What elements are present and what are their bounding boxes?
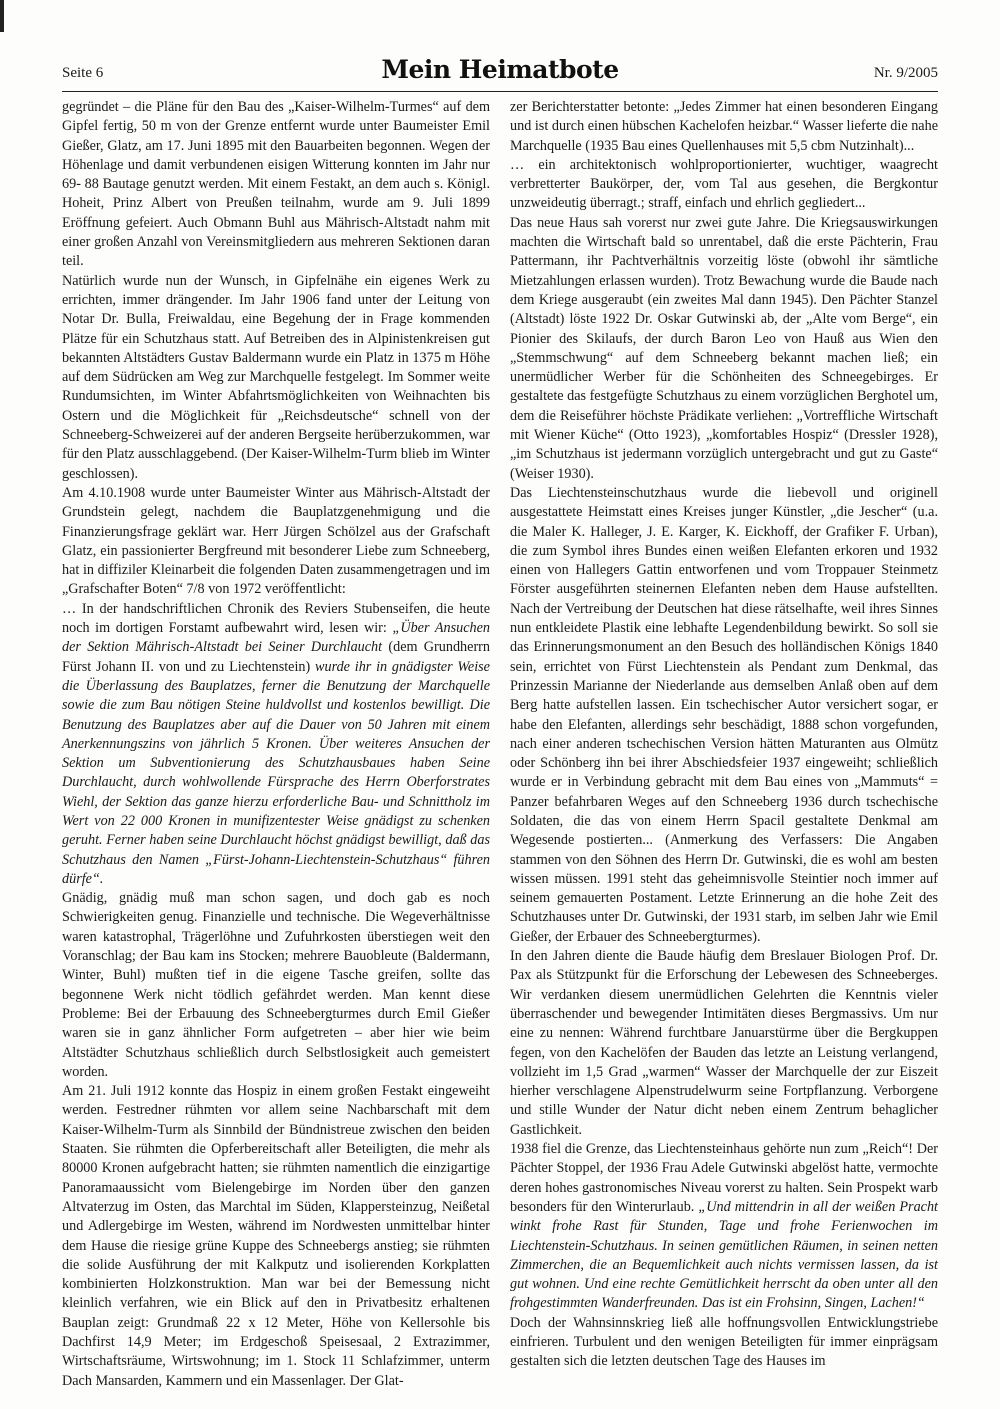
- italic-quote: „Über Ansuchen der Sektion Mährisch-Altstadt bei Seiner Durchlaucht: [62, 620, 491, 656]
- paragraph: Das Liechtensteinschutzhaus wurde die liebevoll und originell ausgestattete Heimstatt eines Kreises junger Künstler, „die Jescher“ (u.a. die Maler K. Halleger, J. E. Karger, K. Eickhoff, der Grafiker F. Urban), die zum Symbol ihres Bundes einen weißen Elefanten erkoren und 1932 einen von Hallegers Gattin entworfenen und vom Troppauer Steinmetz Förster ausgeführten steinernen Elefanten neben dem Hause aufstellten. Nach der Vertreibung der Deutschen hat diese rätselhafte, weil ihres Sinnes nun entkleidete Plastik eine lebhafte Legendenbildung bewirkt. So soll sie das Erinnerungsmonument an den Besuch des holländischen Königs 1840 sein, errichtet von Fürst Liechtenstein als Pendant zum Denkmal, das Prinzessin Marianne der Niederlande aus demselben Anlaß oben auf dem Berg hatte aufstellen lassen. Ein tschechischer Autor versichert sogar, er habe den Elefanten, allerdings sehr beschädigt, 1888 schon vorgefunden, nach einer anderen tschechischen Version hätten Maturanten aus Olmütz oder Schönberg ihn bei ihrer Abschiedsfeier 1937 eingeweiht; schließlich wurde er in Verbindung gebracht mit dem Bau eines von „Mammuts“ = Panzer befahrbaren Weges auf den Schneeberg 1936 durch tschechische Soldaten, die das von einem Herrn Spacil gestaltete Denkmal am Wegesende postierten... (Anmerkung des Verfassers: Die Angaben stammen von den Söhnen des Herrn Dr. Gutwinski, die es wohl am besten wissen müssen. 1991 steht das geheimnisvolle Steintier noch immer auf seinem gemauerten Postament. Letzte Erinnerung an die hohe Zeit des Schutzhauses unter Dr. Gutwinski, der 1931 starb, im selben Jahr wie Emil Gießer, der Erbauer des Schneebergturmes).: [510, 484, 938, 945]
- article-body: [62, 98, 938, 1389]
- paragraph: Das neue Haus sah vorerst nur zwei gute Jahre. Die Kriegsauswirkungen machten die Wirtschaft bald so unrentabel, daß die erste Pächterin, Frau Pattermann, ihr Pachtverhältnis vorzeitig löste (obwohl ihr sämtliche Mietzahlungen erlassen wurden). Trotz Bewachung wurde die Baude nach dem Kriege ausgeraubt (ein zweites Mal dann 1945). Den Pächter Stanzel (Altstadt) löste 1922 Dr. Oskar Gutwinski ab, der „Alte vom Berge“, ein Pionier des Skilaufs, der durch Baron Leo von Hauß aus Wien den „Stemmschwung“ auf dem Schneeberg bekannt machen ließ; ein unermüdlicher Werber für die Schönheiten des Schneegebirges. Er gestaltete das festgefügte Schutzhaus zu einem vorzüglichen Berghotel um, dem die Reiseführer höchste Prädikate verliehen: „Vortreffliche Wirtschaft mit Wiener Küche“ (Otto 1923), „komfortables Hospiz“ (Dressler 1928), „im Schutzhaus ist jedermann vorzüglich untergebracht und gut zu Gaste“ (Weiser 1930).: [510, 214, 938, 482]
- text-run: (dem Grundherrn Fürst Johann II. von und zu Liechtenstein): [62, 639, 490, 675]
- page-number: Seite 6: [62, 65, 104, 81]
- paragraph: Gnädig, gnädig muß man schon sagen, und doch gab es noch Schwierigkeiten genug. Finanzielle und technische. Die Wegeverhältnisse waren katastrophal, Trägerlöhne und Zufuhrkosten überstiegen weit den Voranschlag; der Bau kam ins Stocken; mehrere Bauobleute (Baldermann, Winter, Buhl) mußten tief in die eigene Tasche greifen, sollte das begonnene Werk nicht tödlich gefährdet werden. Man kennt diese Probleme: Bei der Erbauung des Schneebergturmes durch Emil Gießer waren sie in ganz ähnlicher Form aufgetreten – aber hier wie beim Altstädter Schutzhaus schließlich durch Selbstlosigkeit auch gemeistert worden.: [62, 890, 490, 1080]
- issue-number: Nr. 9/2005: [873, 65, 938, 81]
- text-run: … In der handschriftlichen Chronik des Reviers Stubenseifen, die heute noch im dortigen Forstamt aufbewahrt wird, lesen wir:: [62, 600, 490, 637]
- paragraph: zer Berichterstatter betonte: „Jedes Zimmer hat einen besonderen Eingang und ist durch einen hübschen Kachelofen heizbar.“ Wasser lieferte die nahe Marchquelle (1935 Bau eines Quellenhauses mit 5,5 cbm Nutzinhalt)...: [510, 99, 938, 154]
- paragraph: … ein architektonisch wohlproportionierter, wuchtiger, waagrecht verbretterter Baukörper, der, vom Tal aus gesehen, die Bergkontur unzweideutig überragt.; straff, einfach und ehrlich gegliedert...: [510, 156, 938, 212]
- header-rule: [62, 91, 938, 92]
- italic-quote: wurde ihr in gnädigster Weise die Überlassung des Bauplatzes, ferner die Benutzung der Marchquelle sowie die zum Bau nötigen Steine huldvollst und kostenlos bewilligt. Die Benutzung des Bauplatzes aber auf die Dauer von 50 Jahren mit einem Anerkennungszins von jährlich 5 Kronen. Über weiteres Ansuchen der Sektion um Subventionierung des Schutzhausbaues haben Seine Durchlaucht, durch wohlwollende Fürsprache des Herrn Oberforstrates Wiehl, der Sektion das ganze hierzu erforderliche Bau- und Schnittholz im Wert von 22 000 Kronen in munifizentester Weise gnädigst zu schenken geruht. Ferner haben seine Durchlaucht höchst gnädigst bewilligt, daß das Schutzhaus den Namen „Fürst-Johann-Liechtenstein-Schutzhaus“ führen dürfe“.: [62, 658, 490, 887]
- paragraph: Doch der Wahnsinnskrieg ließ alle hoffnungsvollen Entwicklungstriebe einfrieren. Turbulent und den wenigen Beteiligten für immer einprägsam gestalten sich die letzten deutschen Tage des Hauses im: [510, 1314, 938, 1370]
- paragraph: Am 4.10.1908 wurde unter Baumeister Winter aus Mährisch-Altstadt der Grundstein gelegt, nachdem die Bauplatzgenehmigung und die Finanzierungsfrage geklärt war. Herr Jürgen Schölzel aus der Grafschaft Glatz, ein passionierter Bergfreund mit besonderer Liebe zum Schneeberg, hat in diffiziler Kleinarbeit die folgenden Daten zusammengetragen und im „Grafschafter Boten“ 7/8 von 1972 veröffentlicht:: [62, 484, 490, 598]
- text-run: 1938 fiel die Grenze, das Liechtensteinhaus gehörte nun zum „Reich“! Der Pächter Stoppel, der 1936 Frau Adele Gutwinski abgelöst hatte, vermochte deren hohes gastronomisches Niveau vorerst zu halten. Sein Prospekt warb besonders für den Winterurlaub.: [510, 1141, 938, 1215]
- page-edge-mark: [0, 0, 4, 32]
- paragraph: Am 21. Juli 1912 konnte das Hospiz in einem großen Festakt eingeweiht werden. Festredner rühmten vor allem seine Nachbarschaft mit dem Kaiser-Wilhelm-Turm als Sinnbild der Bündnistreue zwischen den beiden Staaten. Sie rühmten die Opferbereitschaft aller Beteiligten, die mehr als 80000 Kronen aufgebracht hatten; sie rühmten namentlich die einzigartige Panoramaaussicht vom Bielengebirge im Norden über den ganzen Altvaterzug im Osten, das Marchtal im Süden, Klappersteinzug, Neißetal und Adlergebirge im Westen, während im Nordwesten unmittelbar hinter dem Hause die riesige grüne Kuppe des Schneebergs anstieg; sie rühmten die solide Ausführung der mit Kalkputz und isolierenden Korkplatten kombinierten Holzkonstruktion. Man war bei der Bemessung nicht kleinlich verfahren, wie ein Blick auf den in Privatbesitz erhaltenen Bauplan zeigt: Grundmaß 22 x 12 Meter, Höhe von Kellersohle bis Dachfirst 14,9 Meter; im Erdgeschoß Speisesaal, 2 Extrazimmer, Wirtschaftsräume, Wirtswohnung; im 1. Stock 11 Schlafzimmer, unterm Dach Mansarden, Kammern und ein Massenlager. Der Glat-: [62, 1083, 490, 1389]
- left-column: [62, 98, 491, 1389]
- paragraph-prospect-quote: [510, 1140, 938, 1314]
- masthead-logo: Mein Heimatbote: [381, 55, 619, 84]
- page-header: [62, 48, 938, 88]
- right-column: [510, 98, 938, 1380]
- italic-quote: „Und mittendrin in all der weißen Pracht winkt frohe Rast für Stunden, Tage und frohe Ferienwochen im Liechtenstein-Schutzhaus. In seinen gemütlichen Räumen, in seinen netten Zimmerchen, die an Bequemlichkeit auch nichts vermissen lassen, da ist gut wohnen. Und eine rechte Gemütlichkeit herrscht da oben unter all den frohgestimmten Wanderfreunden. Das ist ein Frohsinn, Singen, Lachen!“: [510, 1198, 938, 1312]
- paragraph-chronicle-quote: [62, 600, 490, 889]
- paragraph: Natürlich wurde nun der Wunsch, in Gipfelnähe ein eigenes Werk zu errichten, immer drängender. Im Jahr 1906 fand unter der Leitung von Notar Dr. Bulla, Freiwaldau, eine Begehung der in Frage kommenden Plätze für ein Schutzhaus statt. Auf Betreiben des in Alpinistenkreisen gut bekannten Altstädters Gustav Baldermann wurde ein Platz in 1375 m Höhe auf dem Südrücken am Weg zur Marchquelle festgelegt. Im Sommer weite Rundumsichten, im Winter Abfahrtsmöglichkeiten von Weihnachten bis Ostern und die Möglichkeit für „Reichsdeutsche“ schnell von der Schneeberg-Schweizerei auf der anderen Bergseite herüberzukommen, war für den Platz ausschlaggebend. (Der Kaiser-Wilhelm-Turm blieb im Winter geschlossen).: [62, 272, 490, 482]
- paragraph: In den Jahren diente die Baude häufig dem Breslauer Biologen Prof. Dr. Pax als Stützpunkt für die Erforschung der Lebewesen des Schneeberges. Wir verdanken diesem unermüdlichen Gelehrten die Kenntnis vieler überraschender und bewegender Intimitäten dieses Bergmassivs. Um nur eine zu nennen: Während furchtbare Januarstürme über die Bergkuppen fegen, von den Kachelöfen der Bauden das letzte an Leistung verlangend, vollzieht im 1,5 Grad „warmen“ Wasser der Marchquelle der zur Eiszeit hierher verschlagene Alpenstrudelwurm seine Fortpflanzung. Verborgene und stille Wunder der Natur dicht neben einem Zentrum behaglicher Gastlichkeit.: [510, 948, 938, 1138]
- paragraph: gegründet – die Pläne für den Bau des „Kaiser-Wilhelm-Turmes“ auf dem Gipfel fertig, 50 m von der Grenze entfernt wurde unter Baumeister Emil Gießer, Glatz, am 17. Juni 1895 mit den Bauarbeiten begonnen. Wegen der Höhenlage und damit verbundenen eisigen Witterung konnten im Jahr nur 69- 88 Bautage genutzt werden. Mit einem Festakt, an dem auch s. Königl. Hoheit, Prinz Albert von Preußen teilnahm, wurde am 9. Juli 1899 Eröffnung gefeiert. Auch Obmann Buhl aus Mährisch-Altstadt nahm mit einer großen Anzahl von Vereinsmitgliedern aus mehreren Sektionen daran teil.: [62, 99, 490, 270]
